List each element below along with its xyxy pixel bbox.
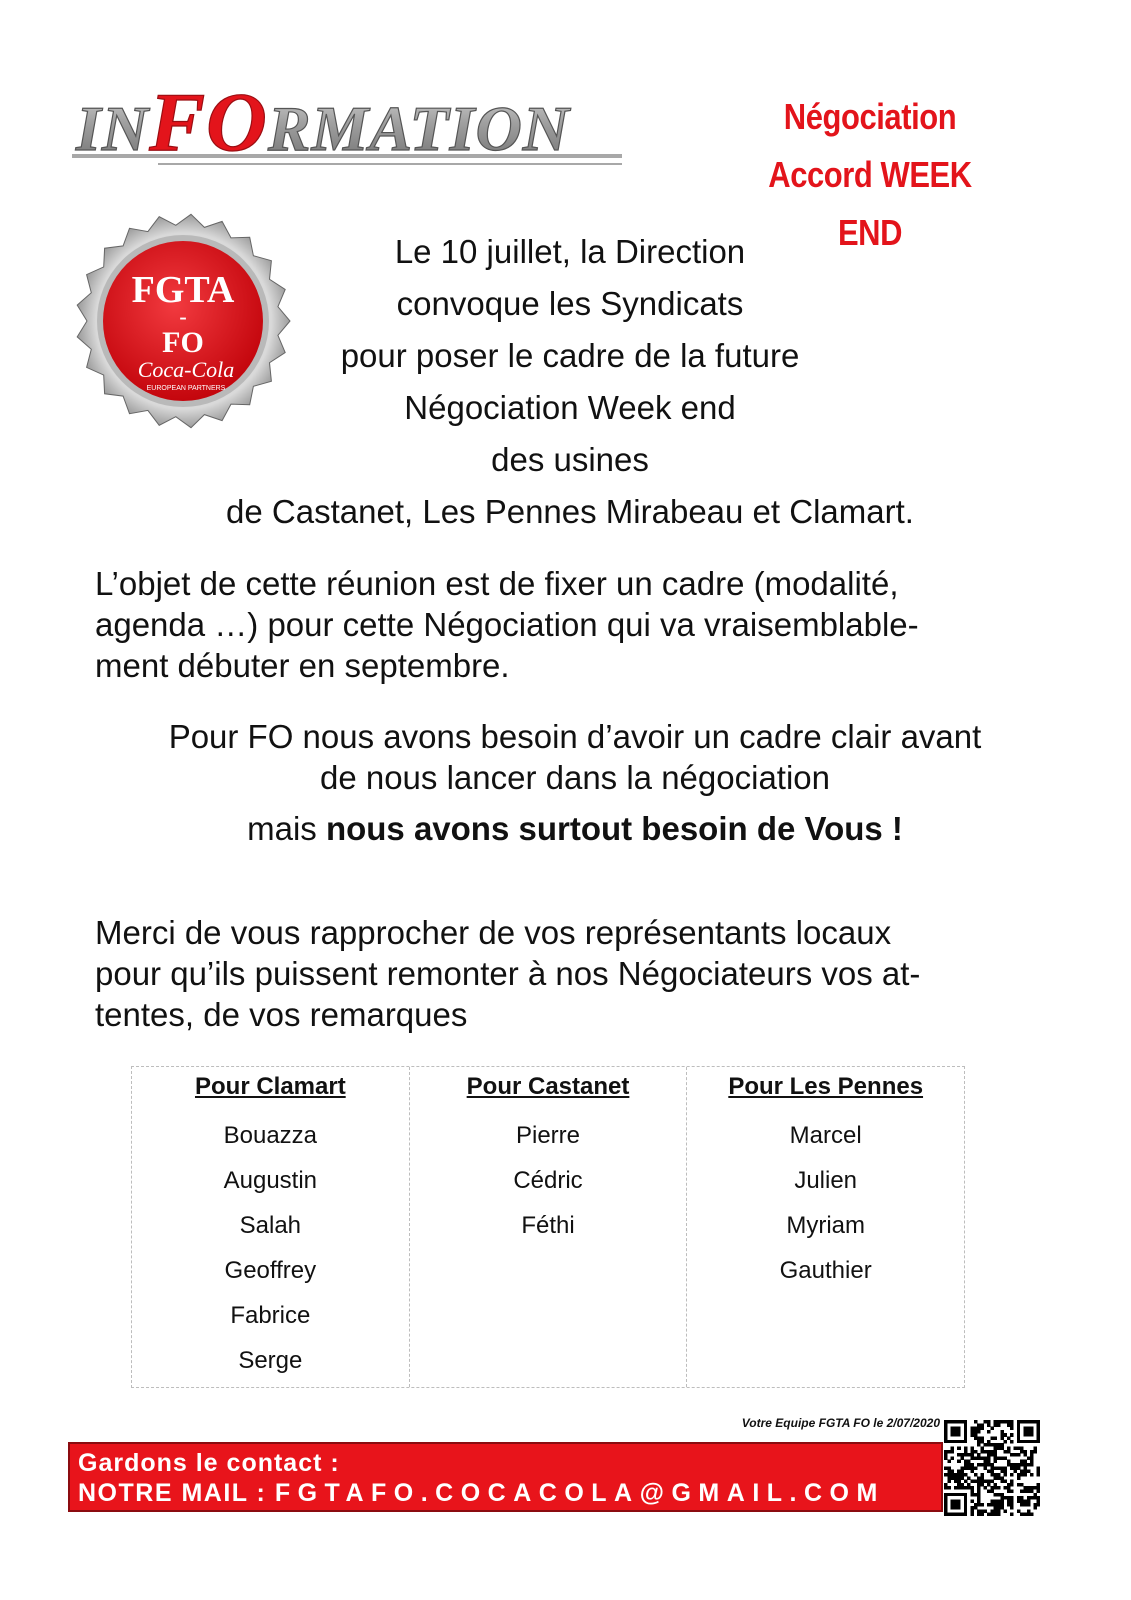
reps-column-clamart <box>132 1067 410 1387</box>
footer-mail-label: NOTRE MAIL : <box>78 1479 267 1507</box>
reps-column-les-pennes <box>687 1067 964 1387</box>
logo-text: INFORMATION <box>76 78 571 169</box>
qr-code-icon[interactable] <box>944 1420 1040 1516</box>
reps-column-heading: Pour Les Pennes <box>728 1073 924 1100</box>
intro-line: Négociation Week end <box>404 389 736 426</box>
reps-column-heading: Pour Castanet <box>466 1073 630 1100</box>
paragraph-line: pour qu’ils puissent remonter à nos Négociateurs vos at- <box>95 955 921 992</box>
footer-contact-bar <box>68 1442 943 1512</box>
paragraph-line: agenda …) pour cette Négociation qui va vraisemblable- <box>95 606 919 643</box>
representatives-table <box>131 1066 965 1388</box>
paragraph-emphasis-line <box>90 808 1060 849</box>
paragraph-meeting-purpose <box>95 563 1055 686</box>
rep-name: Geoffrey <box>224 1257 317 1284</box>
badge-brand: Coca-Cola <box>137 357 235 382</box>
rep-name: Salah <box>239 1212 302 1239</box>
paragraph-contact-reps <box>95 912 1055 1035</box>
paragraph-line: ment débuter en septembre. <box>95 647 510 684</box>
rep-name: Pierre <box>515 1122 581 1149</box>
intro-line: pour poser le cadre de la future <box>340 337 800 374</box>
header-title-line1: Négociation <box>783 96 957 137</box>
rep-name: Augustin <box>223 1167 318 1194</box>
badge-line3: FO <box>162 326 204 359</box>
badge-subbrand: EUROPEAN PARTNERS <box>146 385 226 392</box>
signature: Votre Equipe FGTA FO le 2/07/2020 <box>741 1416 940 1430</box>
intro-line: de Castanet, Les Pennes Mirabeau et Clamart. <box>226 493 914 530</box>
paragraph-fo-position <box>90 716 1060 849</box>
intro-text <box>150 226 990 538</box>
rep-name: Bouazza <box>223 1122 318 1149</box>
paragraph-line: L’objet de cette réunion est de fixer un cadre (modalité, <box>95 565 899 602</box>
header-title-line2: Accord WEEK END <box>768 154 972 253</box>
rep-name: Féthi <box>521 1212 575 1239</box>
intro-line: convoque les Syndicats <box>396 285 744 322</box>
paragraph-line: Pour FO nous avons besoin d’avoir un cadre clair avant <box>168 718 982 755</box>
intro-line: des usines <box>491 441 649 478</box>
paragraph-line: de nous lancer dans la négociation <box>319 759 831 796</box>
rep-name: Serge <box>238 1347 303 1374</box>
badge-line2: - <box>179 304 187 329</box>
rep-name: Julien <box>794 1167 858 1194</box>
rep-name: Myriam <box>786 1212 865 1239</box>
rep-name: Marcel <box>789 1122 862 1149</box>
footer-mail-address[interactable]: FGTAFO.COCACOLA@GMAIL.COM <box>274 1479 885 1507</box>
footer-line1: Gardons le contact : <box>78 1449 340 1477</box>
reps-column-heading: Pour Clamart <box>194 1073 346 1100</box>
rep-name: Cédric <box>513 1167 583 1194</box>
badge-line1: FGTA <box>131 269 235 311</box>
emphasis-bold: nous avons surtout besoin de Vous ! <box>325 810 903 847</box>
intro-line: Le 10 juillet, la Direction <box>394 233 746 270</box>
information-logo <box>72 78 652 178</box>
footer-line2 <box>78 1478 885 1508</box>
rep-name: Gauthier <box>779 1257 872 1284</box>
reps-column-castanet <box>410 1067 688 1387</box>
paragraph-line: Merci de vous rapprocher de vos représentants locaux <box>95 914 892 951</box>
rep-name: Fabrice <box>230 1302 311 1329</box>
paragraph-line: tentes, de vos remarques <box>95 996 468 1033</box>
emphasis-plain: mais <box>247 810 326 847</box>
